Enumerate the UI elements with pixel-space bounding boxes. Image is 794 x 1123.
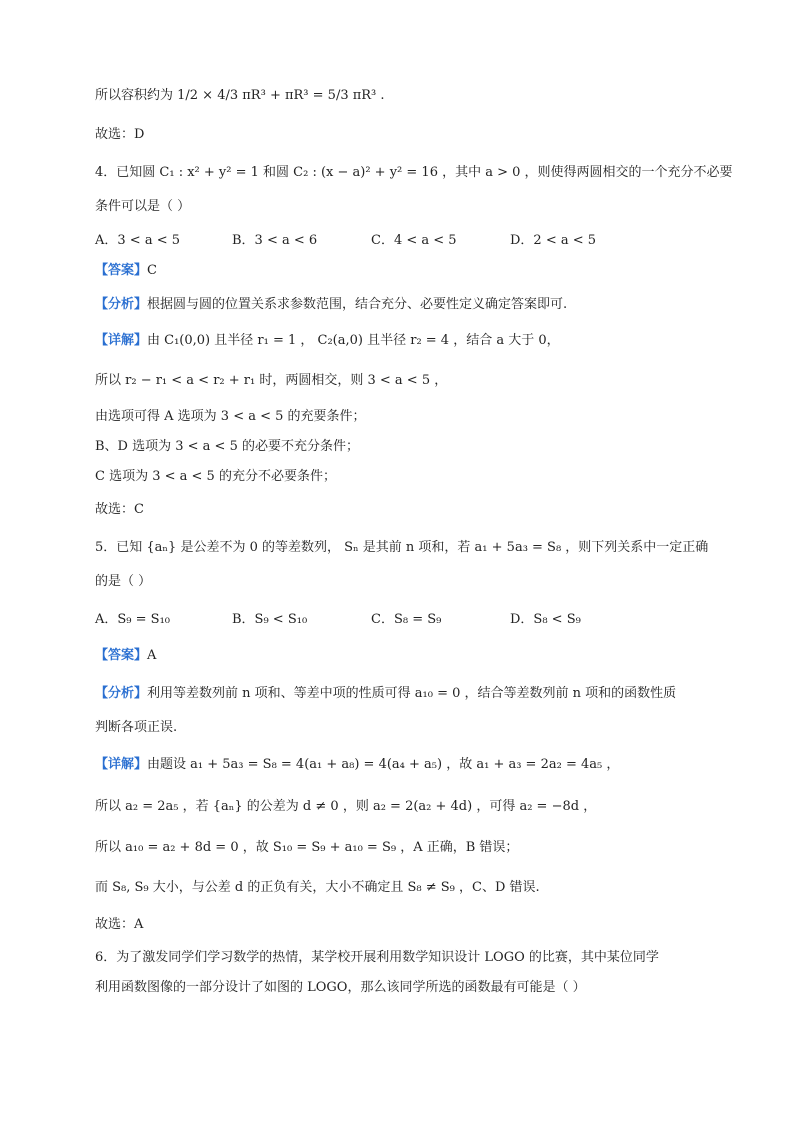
- q4-option-d: D．2 < a < 5: [510, 233, 597, 248]
- q5-analysis: 【分析】利用等差数列前 n 项和、等差中项的性质可得 a₁₀ = 0 ，结合等差数列前 n 项和的函数性质: [95, 686, 677, 701]
- text-line-answer-choice: 故选：D: [95, 127, 145, 142]
- q5-final-choice: 故选：A: [95, 917, 144, 932]
- q5-answer: 【答案】A: [95, 648, 157, 663]
- q4-detail-line-5: C 选项为 3 < a < 5 的充分不必要条件；: [95, 469, 336, 484]
- question-6-stem-cont: 利用函数图像的一部分设计了如图的 LOGO，那么该同学所选的函数最有可能是（ ）: [95, 980, 586, 995]
- q4-detail-line-3: 由选项可得 A 选项为 3 < a < 5 的充要条件；: [95, 409, 366, 424]
- q4-answer: 【答案】C: [95, 263, 157, 278]
- question-4-stem-cont: 条件可以是（ ）: [95, 199, 191, 214]
- q4-option-b: B．3 < a < 6: [232, 233, 318, 248]
- question-4-stem: 4．已知圆 C₁ : x² + y² = 1 和圆 C₂ : (x − a)² + y² = 16 ，其中 a > 0 ，则使得两圆相交的一个充分不必要: [95, 165, 733, 180]
- q5-option-b: B．S₉ < S₁₀: [232, 612, 308, 627]
- q5-detail: 【详解】由题设 a₁ + 5a₃ = S₈ = 4(a₁ + a₈) = 4(a₄ + a₅) ，故 a₁ + a₃ = 2a₂ = 4a₅ ，: [95, 757, 620, 772]
- q4-detail: 【详解】由 C₁(0,0) 且半径 r₁ = 1 ， C₂(a,0) 且半径 r₂ = 4 ，结合 a 大于 0，: [95, 333, 560, 348]
- question-6-stem: 6．为了激发同学们学习数学的热情，某学校开展利用数学知识设计 LOGO 的比赛，其中某位同学: [95, 950, 659, 965]
- q5-option-a: A．S₉ = S₁₀: [95, 612, 170, 627]
- q4-final-choice: 故选：C: [95, 502, 144, 517]
- question-5-stem-cont: 的是（ ）: [95, 574, 152, 589]
- q4-detail-line-2: 所以 r₂ − r₁ < a < r₂ + r₁ 时，两圆相交，则 3 < a < 5 ，: [95, 373, 448, 388]
- q4-analysis: 【分析】根据圆与圆的位置关系求参数范围，结合充分、必要性定义确定答案即可.: [95, 297, 568, 312]
- q5-option-c: C．S₈ = S₉: [371, 612, 442, 627]
- q5-detail-line-3: 所以 a₁₀ = a₂ + 8d = 0 ，故 S₁₀ = S₉ + a₁₀ = S₉ ，A 正确，B 错误；: [95, 840, 519, 855]
- text-line-volume: 所以容积约为 1/2 × 4/3 πR³ + πR³ = 5/3 πR³ .: [95, 88, 385, 103]
- q4-option-a: A．3 < a < 5: [95, 233, 180, 248]
- q5-detail-line-2: 所以 a₂ = 2a₅ ，若 {aₙ} 的公差为 d ≠ 0 ，则 a₂ = 2(a₂ + 4d) ，可得 a₂ = −8d ，: [95, 799, 597, 814]
- q5-detail-line-4: 而 S₈, S₉ 大小，与公差 d 的正负有关，大小不确定且 S₈ ≠ S₉ ，C、D 错误.: [95, 880, 540, 895]
- q5-analysis-cont: 判断各项正误.: [95, 720, 178, 735]
- question-5-stem: 5．已知 {aₙ} 是公差不为 0 的等差数列， Sₙ 是其前 n 项和，若 a₁ + 5a₃ = S₈ ，则下列关系中一定正确: [95, 540, 709, 555]
- q5-option-d: D．S₈ < S₉: [510, 612, 581, 627]
- q4-option-c: C．4 < a < 5: [371, 233, 457, 248]
- q4-detail-line-4: B、D 选项为 3 < a < 5 的必要不充分条件；: [95, 439, 359, 454]
